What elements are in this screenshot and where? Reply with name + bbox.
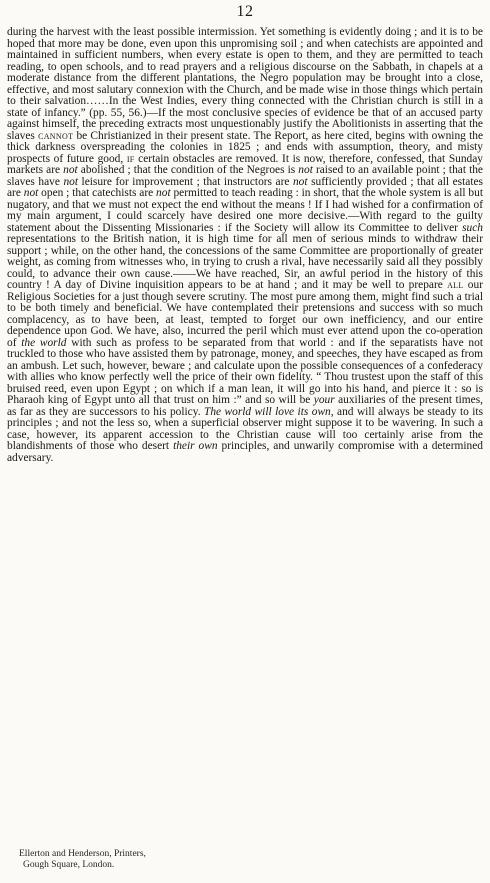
text-run: principles, and unwarily compromise with a determined adversary. (7, 440, 483, 464)
italic-run: the world (21, 336, 67, 349)
italic-run: not (23, 187, 39, 199)
text-run: be Christianized in their present state. The Report, as here cited, begins with owning the thick darkness overspreading the colonies in 1825 ; and ends with assumption, theory, and misty prospects of future good, (7, 129, 483, 165)
body-paragraph (7, 27, 483, 464)
text-run: raised to an available point ; that the slaves have (7, 164, 483, 188)
text-run: leisure for improvement ; that instructors are (78, 175, 293, 188)
page-number: 12 (236, 3, 254, 20)
italic-run: The world will love its own, (204, 405, 334, 418)
text-run: with such as profess to be separated from that world : and if the separatists have not truckled to those who have assisted them by patronage, money, and speeches, they have escaped as from an ambush. Let such, however, beware ; and calculate upon the possible consequences of a confederacy with allies who know perfectly well the price of their own fidelity. “ Thou trustest upon the staff of this bruised reed, even upon Egypt ; on which if a man lean, it will go into his hand, and pierce it : so is Pharaoh king of Egypt unto all that trust on him :” and so will be (7, 336, 483, 406)
text-run: open ; that catechists are (38, 187, 157, 199)
text-run: and will always be steady to its principles ; and not the less so, when a superficial observer might suppose it to be wavering. In such a case, however, its apparent accession to the Christian cause will too certainly arise from the blandishments of those who desert (7, 405, 484, 452)
printer-imprint (19, 849, 146, 871)
text-run: during the harvest with the least possible intermission. Yet something is evidently doing ; and it is to be hoped that more may be done, even upon this unpromising soil ; and when catechists are appointed and maintained in sufficient numbers, when every estate is open to them, and they are permitted to teach reading, to open schools, and to read prayers and a religious discourse on the Sabbath, in chapels at a moderate distance from the different plantations, the Negro population may be brought into a close, effective, and most salutary connexion with the Church, and be made wise in those things which pertain to their salvation……In the West Indies, every thing connected with the Christian church is still in a state of infancy.” (pp. 55, 56.)—If the most conclusive species of evidence be that of an accused party against himself, the preceding extracts most unquestionably justify the Abolitionists in asserting that the slaves (7, 26, 483, 142)
imprint-address: Gough Square, London. (23, 860, 115, 870)
italic-run: not (63, 164, 78, 176)
text-run: permitted to teach reading : in short, that the whole system is all but nugatory, and that we must not expect the end without the means ! If I had wished for a confirmation of my main argument, I could scarcely have desired one more decisive.—With regard to the guilty statement about the Dissenting Missionaries : if the Society will allow its Committee to deliver (7, 187, 483, 234)
small-caps-run: all (447, 279, 464, 291)
italic-run: not (292, 175, 308, 188)
small-caps-run: cannot (38, 129, 74, 142)
text-run: auxiliaries of the present times, as far as they are successors to his policy. (7, 394, 483, 418)
italic-run: such (462, 221, 483, 234)
text-run: sufficiently provided ; that all estates are (7, 175, 483, 199)
italic-run: not (298, 164, 313, 176)
italic-run: their own (173, 440, 218, 452)
text-run: our Religious Societies for a just though severe scrutiny. The most pure among them, might find such a trial to be both timely and beneficial. We have contemplated their pretensions and success with so much complacency, as to have been, at least, tempted to forget our own inefficiency, and our entire dependence upon God. We have, also, incurred the peril which must ever attend upon the co-operation of (7, 279, 483, 349)
italic-run: not (63, 175, 78, 188)
italic-run: your (313, 394, 335, 406)
small-caps-run: if (126, 152, 135, 165)
body-text (7, 27, 483, 464)
text-run: representations to the British nation, it is high time for all men of serious minds to withdraw their support ; while, on the other hand, the concessions of the same Committee are proportionally of greater weight, as coming from witnesses who, in trying to crush a rival, have necessarily said all they possibly could, to advance their own cause.——We have reached, Sir, an awful period in the history of this country ! A day of Divine inquisition appears to be at hand ; and it may be well to prepare (7, 233, 483, 291)
imprint-printer: Ellerton and Henderson, Printers, (19, 849, 146, 859)
text-run: certain obstacles are removed. It is now, therefore, confessed, that Sunday markets are (7, 152, 484, 176)
italic-run: not (156, 187, 171, 199)
text-run: abolished ; that the condition of the Negroes is (77, 164, 299, 176)
